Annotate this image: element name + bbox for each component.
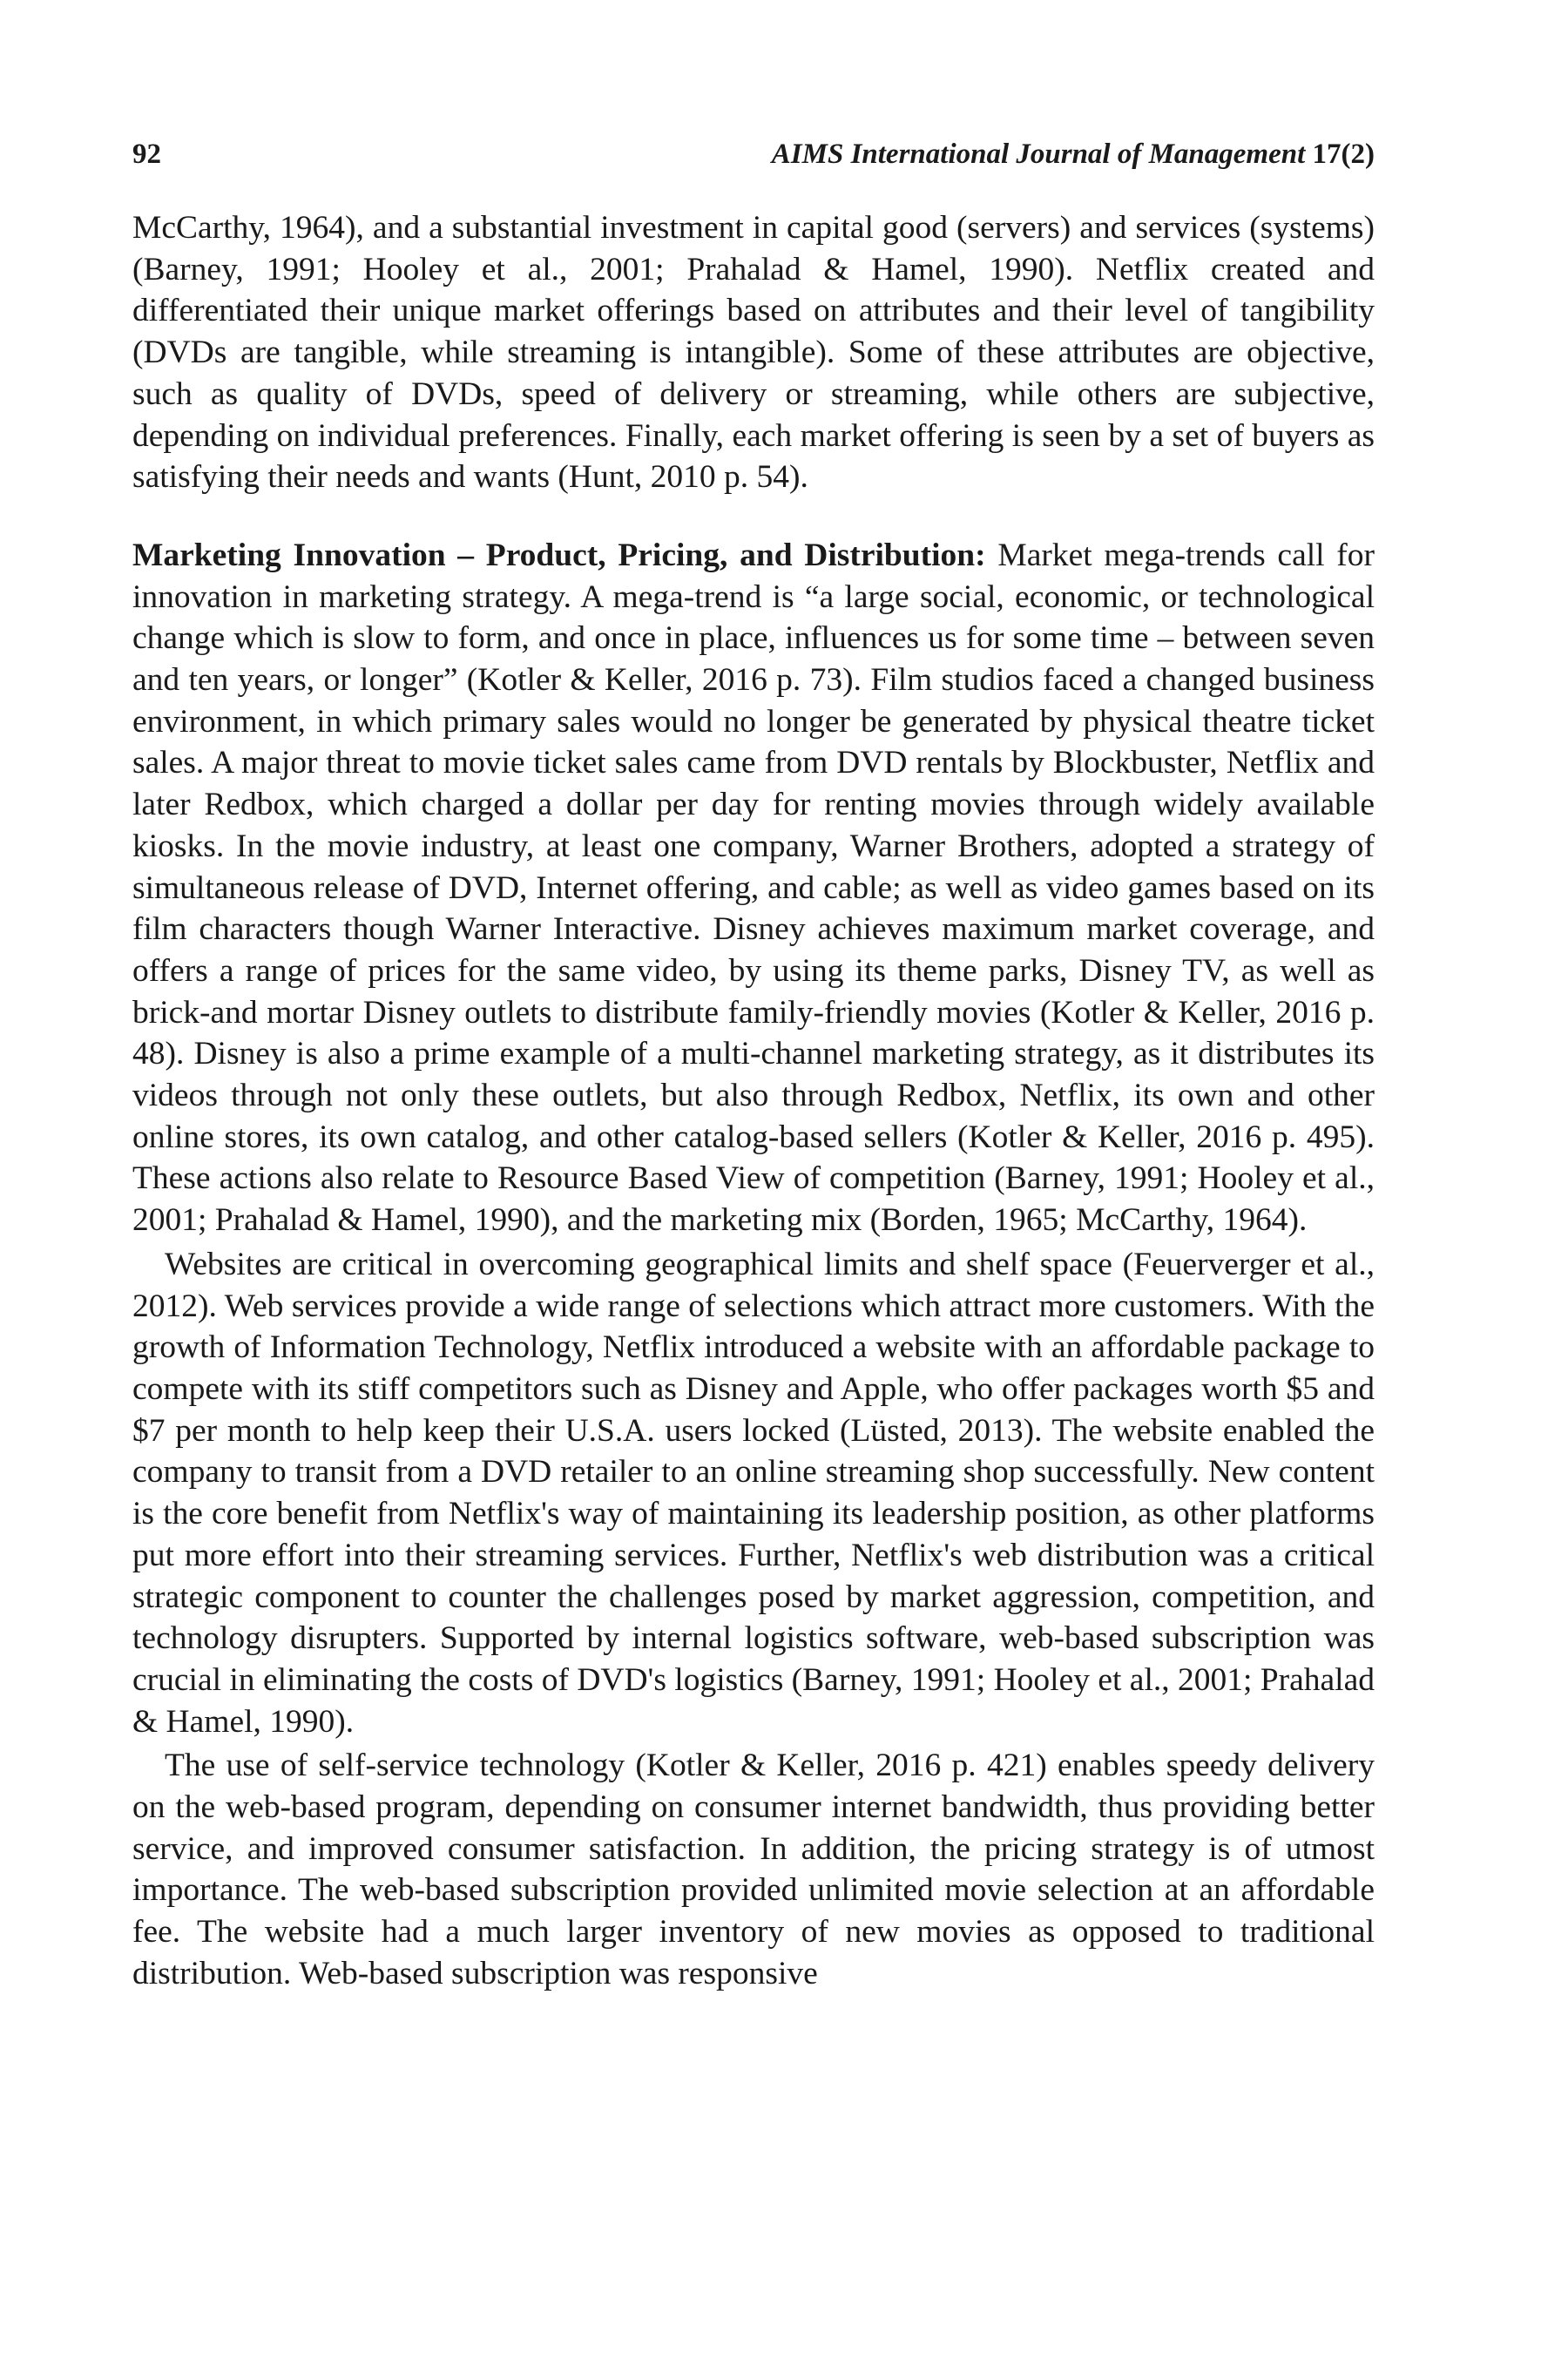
journal-volume: 17(2) [1312, 139, 1375, 170]
paragraph-2 [132, 535, 1375, 1241]
journal-title: AIMS International Journal of Management [771, 139, 1306, 170]
paragraph-1: McCarthy, 1964), and a substantial investment in capital good (servers) and services (systems) (Barney, 1991; Hooley et al., 2001; Prahalad & Hamel, 1990). Netflix created and differentiated their unique market offerings based on attributes and their level of tangibility (DVDs are tangible, while streaming is intangible). Some of these attributes are objective, such as quality of DVDs, speed of delivery or streaming, while others are subjective, depending on individual preferences. Finally, each market offering is seen by a set of buyers as satisfying their needs and wants (Hunt, 2010 p. 54). [132, 210, 1375, 496]
paragraph-4: The use of self-service technology (Kotler & Keller, 2016 p. 421) enables speedy delivery on the web-based program, depending on consumer internet bandwidth, thus providing better service, and improved consumer satisfaction. In addition, the pricing strategy is of utmost importance. The web-based subscription provided unlimited movie selection at an affordable fee. The website had a much larger inventory of new movies as opposed to traditional distribution. Web-based subscription was responsive [132, 1748, 1375, 1991]
page-number: 92 [132, 139, 161, 170]
article-body [132, 207, 1375, 1995]
paragraph-2-text: Market mega-trends call for innovation in marketing strategy. A mega-trend is “a large social, economic, or technological change which is slow to form, and once in place, influences us for some time – between seven and ten years, or longer” (Kotler & Keller, 2016 p. 73). Film studios faced a changed business environment, in which primary sales would no longer be generated by physical theatre ticket sales. A major threat to movie ticket sales came from DVD rentals by Blockbuster, Netflix and later Redbox, which charged a dollar per day for renting movies through widely available kiosks. In the movie industry, at least one company, Warner Brothers, adopted a strategy of simultaneous release of DVD, Internet offering, and cable; as well as video games based on its film characters though Warner Interactive. Disney achieves maximum market coverage, and offers a range of prices for the same video, by using its theme parks, Disney TV, as well as brick-and mortar Disney outlets to distribute family-friendly movies (Kotler & Keller, 2016 p. 48). Disney is also a prime example of a multi-channel marketing strategy, as it distributes its videos through not only these outlets, but also through Redbox, Netflix, its own and other online stores, its own catalog, and other catalog-based sellers (Kotler & Keller, 2016 p. 495). These actions also relate to Resource Based View of competition (Barney, 1991; Hooley et al., 2001; Prahalad & Hamel, 1990), and the marketing mix (Borden, 1965; McCarthy, 1964). [132, 537, 1375, 1239]
journal-running-title [772, 132, 1375, 176]
section-heading: Marketing Innovation – Product, Pricing, and Distribution: [132, 537, 986, 573]
paragraph-3: Websites are critical in overcoming geographical limits and shelf space (Feuerverger et al., 2012). Web services provide a wide range of selections which attract more customers. With the growth of Information Technology, Netflix introduced a website with an affordable package to compete with its stiff competitors such as Disney and Apple, who offer packages worth $5 and $7 per month to help keep their U.S.A. users locked (Lüsted, 2013). The website enabled the company to transit from a DVD retailer to an online streaming shop successfully. New content is the core benefit from Netflix's way of maintaining its leadership position, as other platforms put more effort into their streaming services. Further, Netflix's web distribution was a critical strategic component to counter the challenges posed by market aggression, competition, and technology disrupters. Supported by internal logistics software, web-based subscription was crucial in eliminating the costs of DVD's logistics (Barney, 1991; Hooley et al., 2001; Prahalad & Hamel, 1990). [132, 1246, 1375, 1740]
running-header [132, 132, 1375, 176]
